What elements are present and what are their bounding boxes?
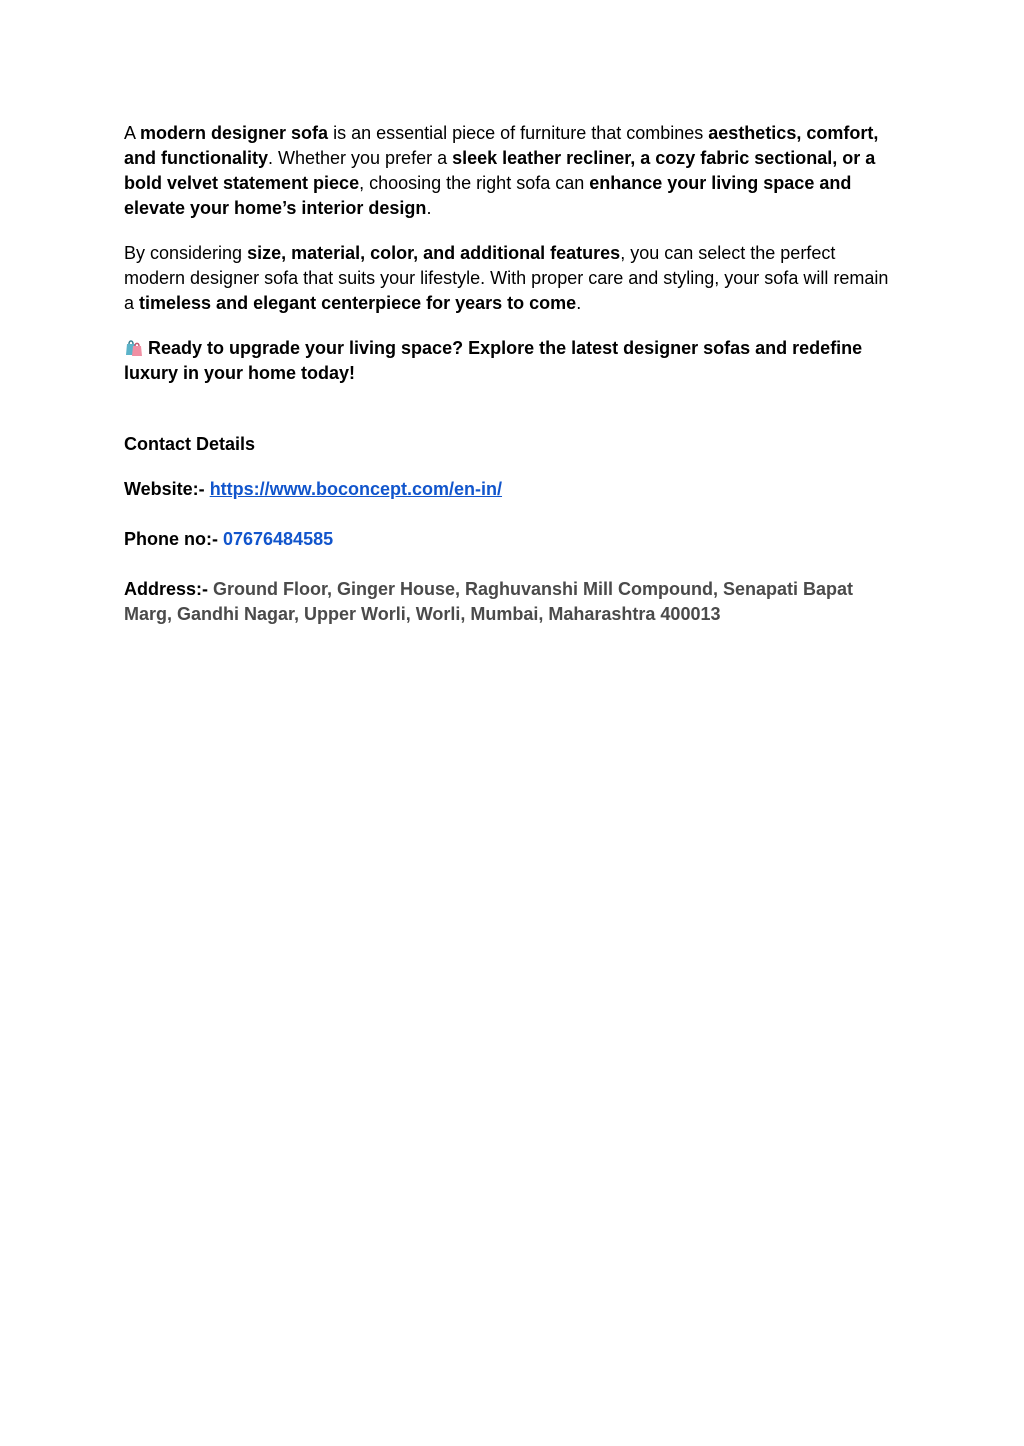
website-label: Website:- [124,479,210,499]
intro-bold-3: sleek leather recliner, a cozy fabric sectional, or a bold velvet statement piece [124,148,876,193]
intro-paragraph [124,121,896,221]
phone-row [124,527,896,552]
address-row [124,577,896,627]
intro-bold-1: modern designer sofa [140,123,329,143]
intro-bold-2: aesthetics, comfort, and functionality [124,123,879,168]
intro-bold-4: enhance your living space and elevate your home’s interior design [124,173,852,218]
shopping-bags-icon [124,337,144,357]
intro-text-2: is an essential piece of furniture that combines [328,123,709,143]
phone-label: Phone no:- [124,529,223,549]
intro-text-4: , choosing the right sofa can [359,173,590,193]
website-row [124,477,896,502]
website-link[interactable]: https://www.boconcept.com/en-in/ [209,479,503,499]
consider-bold-2: timeless and elegant centerpiece for years to come [139,293,577,313]
phone-number[interactable]: 07676484585 [222,529,334,549]
address-value: Ground Floor, Ginger House, Raghuvanshi Mill Compound, Senapati Bapat Marg, Gandhi Nagar, Upper Worli, Worli, Mumbai, Maharashtra 400013 [124,579,854,624]
consider-text-2: , you can select the perfect modern designer sofa that suits your lifestyle. With proper care and styling, your sofa will remain a [124,243,889,313]
consider-bold-1: size, material, color, and additional features [247,243,621,263]
document-page [124,121,896,627]
intro-text-3: . Whether you prefer a [268,148,453,168]
considerations-paragraph [124,241,896,316]
intro-text-1: A [124,123,141,143]
cta-text: Ready to upgrade your living space? Explore the latest designer sofas and redefine luxury in your home today! [124,338,863,383]
address-label: Address:- [124,579,214,599]
intro-text-5: . [426,198,432,218]
consider-text-1: By considering [124,243,248,263]
call-to-action [124,336,896,386]
contact-details-heading: Contact Details [124,434,256,454]
consider-text-3: . [576,293,582,313]
